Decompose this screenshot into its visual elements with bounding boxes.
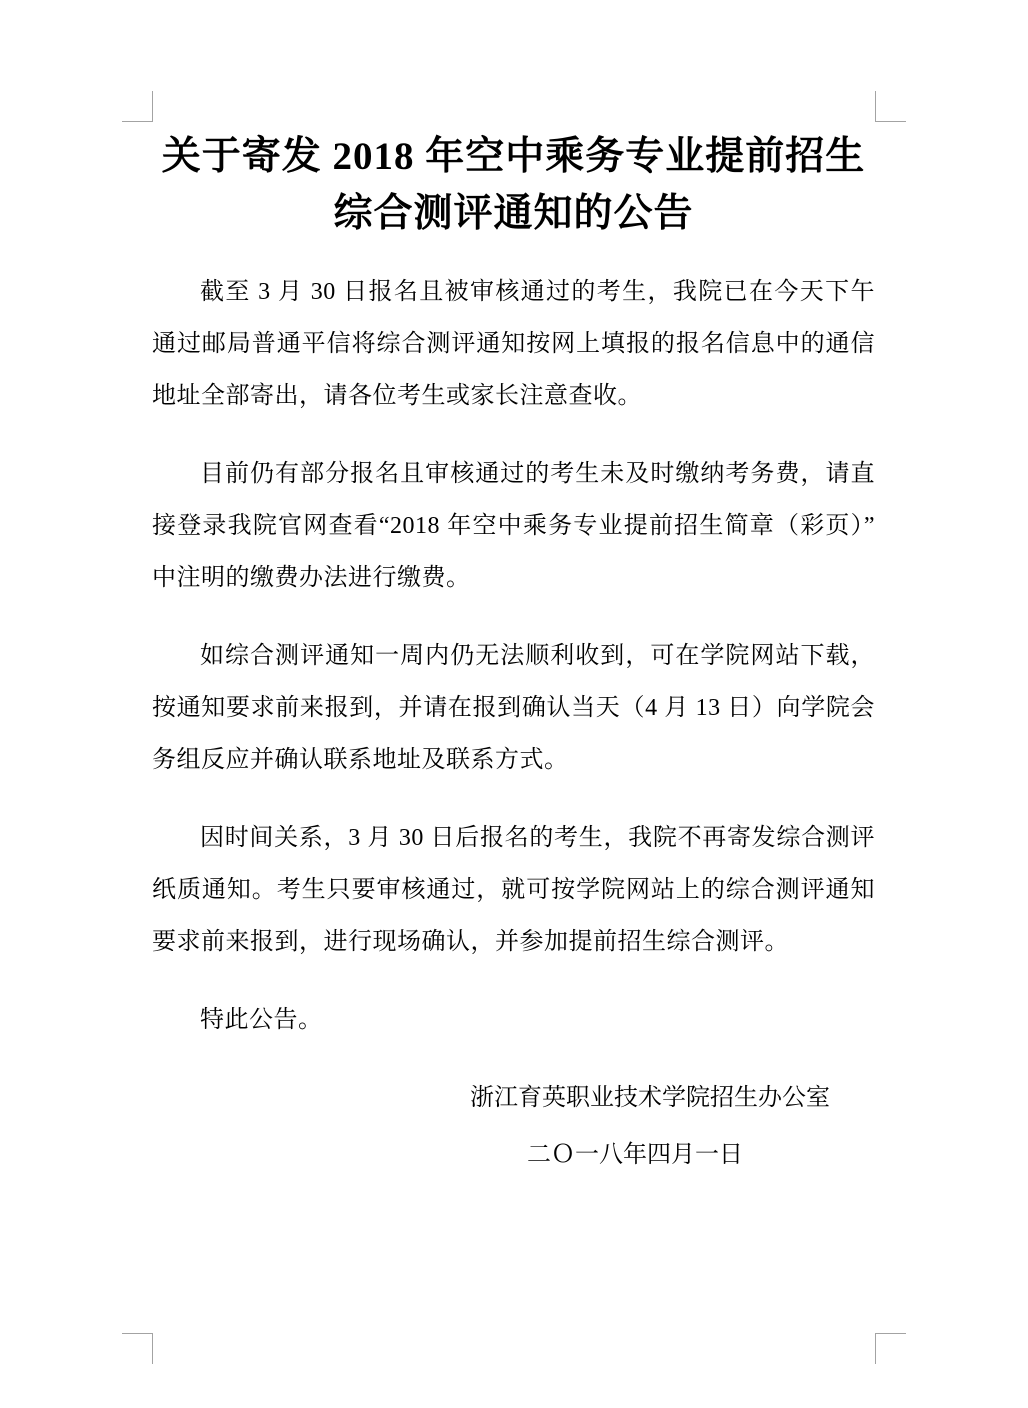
signature-organization: 浙江育英职业技术学院招生办公室	[470, 1085, 830, 1111]
margin-crop-mark-bottom-left	[122, 1333, 153, 1364]
body-paragraph-2: 目前仍有部分报名且审核通过的考生未及时缴纳考务费，请直接登录我院官网查看“2018 年空中乘务专业提前招生简章（彩页）”中注明的缴费办法进行缴费。	[152, 461, 875, 591]
body-paragraph-3: 如综合测评通知一周内仍无法顺利收到，可在学院网站下载，按通知要求前来报到，并请在报到确认当天（4 月 13 日）向学院会务组反应并确认联系地址及联系方式。	[152, 643, 875, 773]
document-title-line2: 综合测评通知的公告	[333, 192, 694, 235]
document-title	[152, 128, 875, 242]
margin-crop-mark-top-left	[122, 91, 153, 122]
body-paragraph-1: 截至 3 月 30 日报名且被审核通过的考生，我院已在今天下午通过邮局普通平信将综合测评通知按网上填报的报名信息中的通信地址全部寄出，请各位考生或家长注意查收。	[152, 279, 875, 409]
margin-crop-mark-top-right	[875, 91, 906, 122]
signature-block	[152, 1072, 875, 1181]
document-title-line1: 关于寄发 2018 年空中乘务专业提前招生	[161, 135, 866, 178]
body-paragraph-4: 因时间关系，3 月 30 日后报名的考生，我院不再寄发综合测评纸质通知。考生只要审核通过，就可按学院网站上的综合测评通知要求前来报到，进行现场确认，并参加提前招生综合测评。	[152, 825, 875, 955]
margin-crop-mark-bottom-right	[875, 1333, 906, 1364]
signature-date: 二Ｏ一八年四月一日	[527, 1142, 743, 1168]
closing-paragraph: 特此公告。	[200, 1007, 323, 1033]
document-text-area	[152, 122, 875, 1181]
document-body	[152, 266, 875, 1046]
